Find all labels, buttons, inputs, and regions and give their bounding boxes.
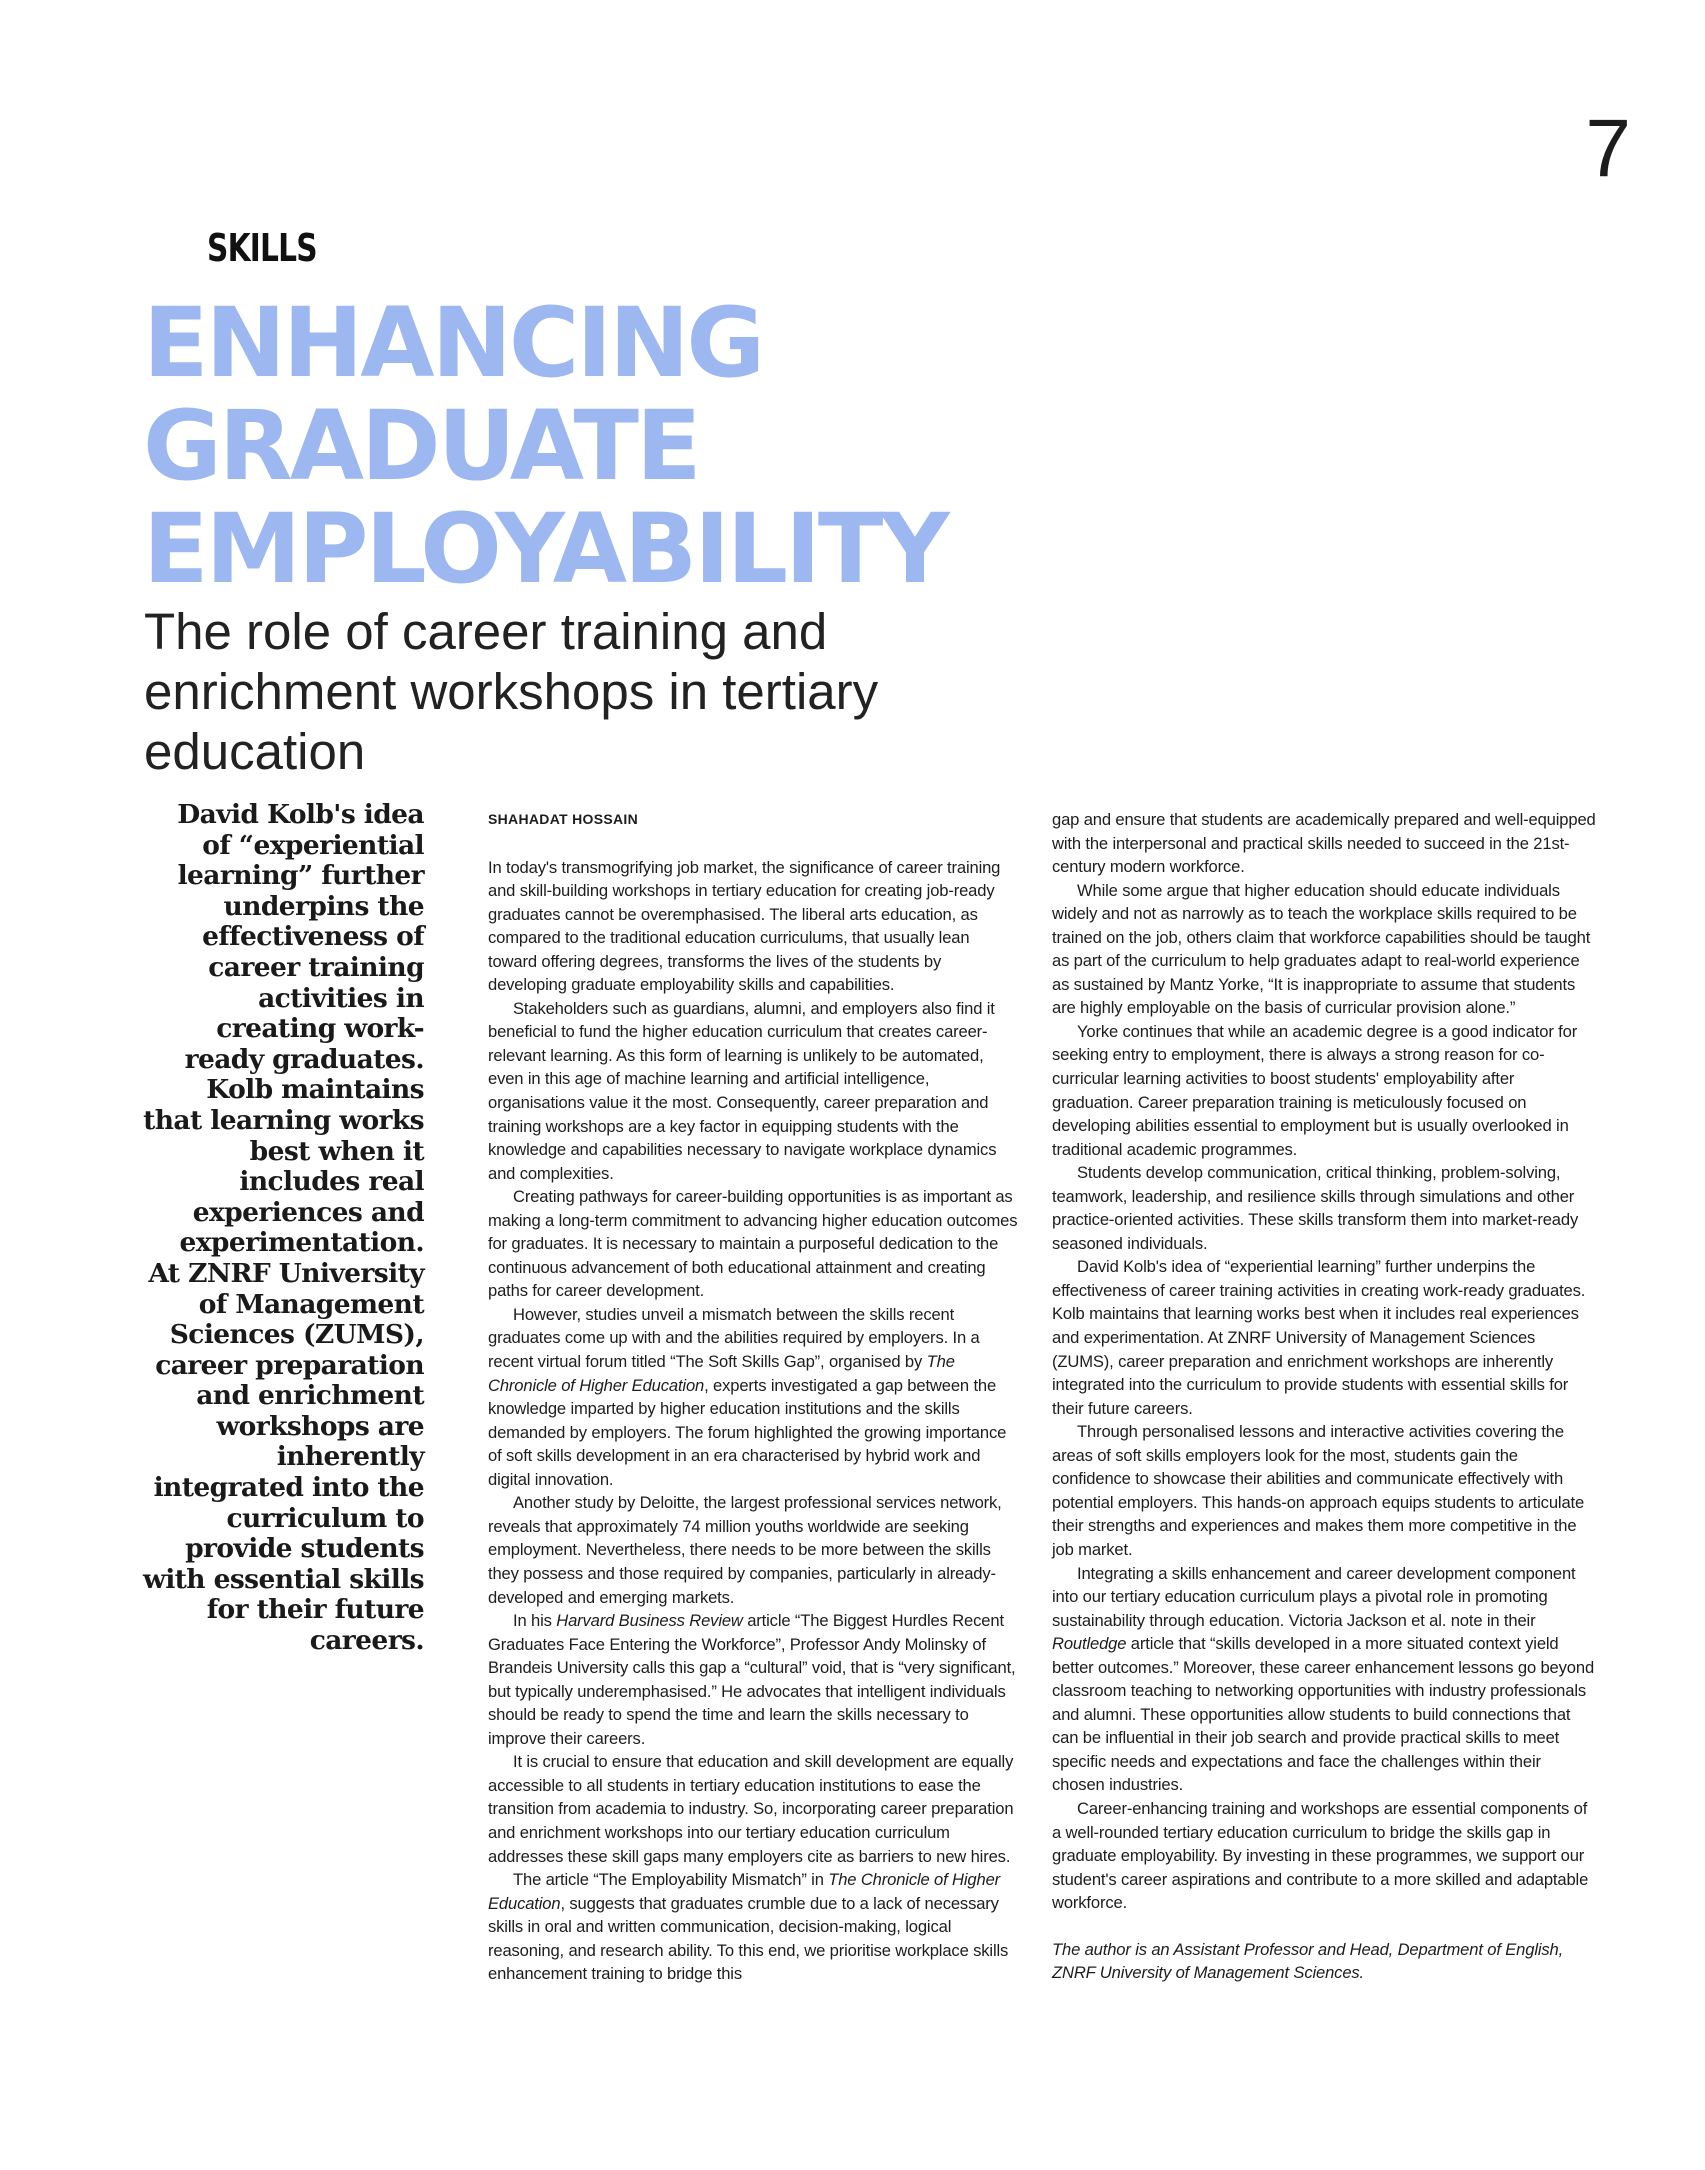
publication-title: Harvard Business Review [556, 1611, 743, 1631]
article-paragraph: Another study by Deloitte, the largest professional services network, reveals that approximately 74 million youths worldwide are seeking employment. Nevertheless, there needs to be more between the skills they possess and those required by companies, particularly in already-developed and emerging markets. [488, 1493, 1002, 1607]
publication-title: The Chronicle of Higher Education [488, 1352, 955, 1395]
article-paragraph: Career-enhancing training and workshops are essential components of a well-rounded tertiary education curriculum to bridge the skills gap in graduate employability. By investing in these programmes, we support our student's career aspirations and contribute to a more skilled and adaptable workforce. [1052, 1798, 1589, 1913]
article-column-2 [1052, 808, 1597, 1985]
article-paragraph: Yorke continues that while an academic degree is a good indicator for seeking entry to employment, there is always a strong reason for co-curricular learning activities to boost students' employability after graduation. Career preparation training is meticulously focused on developing abilities essential to employment but is usually overlooked in traditional academic programmes. [1052, 1021, 1578, 1159]
article-column-1 [488, 808, 1018, 1986]
article-paragraph: It is crucial to ensure that education and skill development are equally accessible to all students in tertiary education institutions to ease the transition from academia to industry. So, incorporating career preparation and enrichment workshops into our tertiary education curriculum addresses these skill gaps many employers cite as barriers to new hires. [488, 1752, 1014, 1866]
article-paragraph: Stakeholders such as guardians, alumni, and employers also find it beneficial to fund the higher education curriculum that creates career-relevant learning. As this form of learning is unlikely to be automated, even in this age of machine learning and artificial intelligence, organisations value it the most. Consequently, career preparation and training workshops are a key factor in equipping students with the knowledge and capabilities necessary to navigate workplace dynamics and complexities. [488, 998, 997, 1183]
author-note: The author is an Assistant Professor and Head, Department of English, ZNRF University of Management Sciences. [1052, 1939, 1564, 1983]
subheadline: The role of career training and enrichment workshops in tertiary education [144, 603, 879, 780]
article-paragraph: Integrating a skills enhancement and career development component into our tertiary education curriculum plays a pivotal role in promoting sustainability through education. Victoria Jackson et al. note in their Routledge article that “skills developed in a more situated context yield better outcomes.” Moreover, these career enhancement lessons go beyond classroom teaching to networking opportunities with industry professionals and alumni. These opportunities allow students to build connections that can be influential in their job search and provide practical skills to meet specific needs and expectations and face the challenges within their chosen industries. [1052, 1563, 1595, 1795]
article-paragraph: gap and ensure that students are academically prepared and well-equipped with the interpersonal and practical skills needed to succeed in the 21st-century modern workforce. [1052, 810, 1596, 877]
headline-line-1: ENHANCING [143, 287, 763, 399]
article-paragraph: While some argue that higher education should educate individuals widely and not as narrowly as to teach the workplace skills required to be trained on the job, others claim that workforce capabilities should be taught as part of the curriculum to help graduates adapt to real-world experience as sustained by Mantz Yorke, “It is inappropriate to assume that students are highly employable on the basis of curricular provision alone.” [1052, 880, 1591, 1018]
headline [143, 287, 947, 605]
page-number: 7 [1585, 103, 1631, 194]
publication-title: Routledge [1052, 1634, 1127, 1654]
byline: SHAHADAT HOSSAIN [488, 811, 638, 827]
headline-line-2: GRADUATE [143, 390, 699, 502]
article-paragraph: David Kolb's idea of “experiential learning” further underpins the effectiveness of career training activities in creating work-ready graduates. Kolb maintains that learning works best when it includes real experiences and experimentation. At ZNRF University of Management Sciences (ZUMS), career preparation and enrichment workshops are inherently integrated into the curriculum to provide students with essential skills for their future careers. [1052, 1257, 1586, 1418]
article-paragraph: Students develop communication, critical thinking, problem-solving, teamwork, leadership, and resilience skills through simulations and other practice-oriented activities. These skills transform them into market-ready seasoned individuals. [1052, 1163, 1579, 1253]
article-paragraph: The article “The Employability Mismatch” in The Chronicle of Higher Education, suggests that graduates crumble due to a lack of necessary skills in oral and written communication, decision-making, logical reasoning, and research ability. To this end, we prioritise workplace skills enhancement training to bridge this [488, 1870, 1009, 1984]
article-paragraph: However, studies unveil a mismatch between the skills recent graduates come up with and the abilities required by employers. In a recent virtual forum titled “The Soft Skills Gap”, organised by The Chronicle of Higher Education, experts investigated a gap between the knowledge imparted by higher education institutions and the skills demanded by employers. The forum highlighted the growing importance of soft skills development in an era characterised by hybrid work and digital innovation. [488, 1304, 1007, 1489]
section-label: SKILLS [207, 226, 317, 270]
article-paragraph: In today's transmogrifying job market, the significance of career training and skill-building workshops in tertiary education for creating job-ready graduates cannot be overemphasised. The liberal arts education, as compared to the traditional education curriculums, that usually lean toward offering degrees, transforms the lives of the students by developing graduate employability skills and capabilities. [488, 857, 1001, 995]
article-paragraph: Through personalised lessons and interactive activities covering the areas of soft skills employers look for the most, students gain the confidence to showcase their abilities and communicate effectively with potential employers. This hands-on approach equips students to articulate their strengths and experiences and makes them more competitive in the job market. [1052, 1422, 1585, 1559]
publication-title: The Chronicle of Higher Education [488, 1870, 1001, 1913]
article-paragraph: Creating pathways for career-building opportunities is as important as making a long-term commitment to advancing higher education outcomes for graduates. It is necessary to maintain a purposeful dedication to the continuous advancement of both educational attainment and creating paths for career development. [488, 1187, 1018, 1301]
article-paragraph: In his Harvard Business Review article “The Biggest Hurdles Recent Graduates Face Entering the Workforce”, Professor Andy Molinsky of Brandeis University calls this gap a “cultural” void, that is “very significant, but typically underemphasised.” He advocates that intelligent individuals should be ready to spend the time and learn the skills necessary to improve their careers. [488, 1611, 1016, 1748]
pull-quote: David Kolb's idea of “experiential learning” further underpins the effectiveness of career training activities in creating work-ready graduates. Kolb maintains that learning works best when it includes real experiences and experimentation. At ZNRF University of Management Sciences (ZUMS), career preparation and enrichment workshops are inherently integrated into the curriculum to provide students with essential skills for their future careers. [142, 799, 424, 1657]
headline-line-3: EMPLOYABILITY [143, 493, 947, 605]
